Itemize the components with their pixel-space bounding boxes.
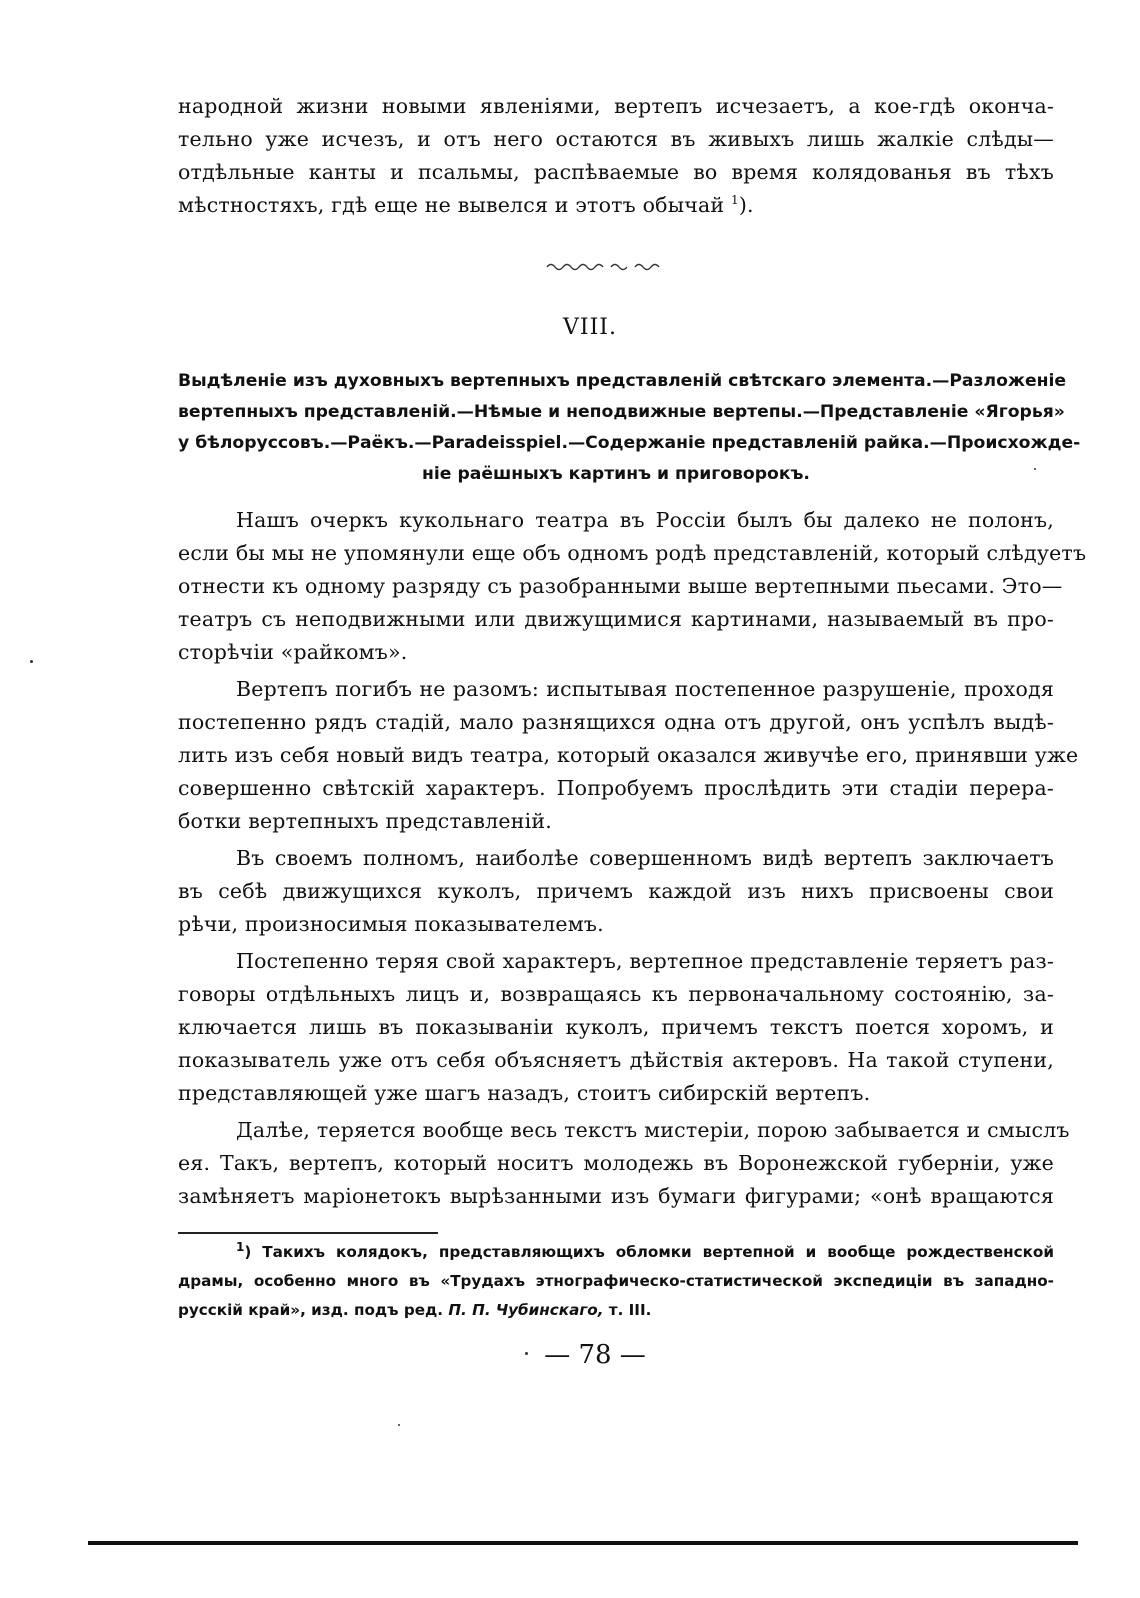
- footnote-text: т. III.: [603, 1301, 652, 1319]
- intro-line: народной жизни новыми явленіями, вертепъ исчезаетъ, а кое-гдѣ оконча-: [178, 94, 1054, 118]
- ornament-divider-icon: [545, 258, 675, 272]
- page-bottom-rule: [88, 1541, 1078, 1545]
- scan-speck: [30, 660, 33, 663]
- paragraph: [178, 842, 1054, 941]
- text-line: театръ съ неподвижными или движущимися картинами, называемый въ про-: [178, 607, 1054, 631]
- text-line: замѣняетъ маріонетокъ вырѣзанными изъ бумаги фигурами; «онѣ вращаются: [178, 1184, 1054, 1208]
- body-text: [178, 504, 1087, 1213]
- text-line: показыватель уже отъ себя объясняетъ дѣйствія актеровъ. На такой ступени,: [178, 1048, 1054, 1072]
- intro-line: тельно уже исчезъ, и отъ него остаются въ живыхъ лишь жалкіе слѣды—: [178, 127, 1054, 151]
- paragraph: [178, 945, 1054, 1110]
- text-line: Въ своемъ полномъ, наиболѣе совершенномъ видѣ вертепъ заключаетъ: [236, 846, 1054, 870]
- footnote-text: русскій край», изд. подъ ред.: [178, 1301, 449, 1319]
- footnote-line: [178, 1296, 1054, 1325]
- paragraph: [178, 673, 1079, 838]
- summary-line: Выдѣленіе изъ духовныхъ вертепныхъ представленій свѣтскаго элемента.—Разложеніе: [178, 371, 1067, 391]
- text-line: Вертепъ погибъ не разомъ: испытывая постепенное разрушеніе, проходя: [236, 677, 1054, 701]
- summary-line: у бѣлоруссовъ.—Раёкъ.—Paradeisspiel.—Содержаніе представленій райка.—Происхожде-: [178, 433, 1081, 453]
- footnote-separator: [178, 1232, 438, 1234]
- chapter-number: VIII.: [563, 315, 617, 340]
- intro-line: отдѣльные канты и псальмы, распѣваемые во время колядованья въ тѣхъ: [178, 160, 1054, 184]
- paragraph: [178, 504, 1087, 669]
- footnote-reference: 1: [731, 193, 739, 208]
- scan-speck: [525, 1352, 528, 1355]
- text-line: ботки вертепныхъ представленій.: [178, 809, 552, 833]
- footnote-line: [178, 1238, 1054, 1267]
- text-line: Постепенно теряя свой характеръ, вертепное представленіе теряетъ раз-: [236, 949, 1054, 973]
- footnote-mark: 1: [236, 1239, 245, 1254]
- chapter-summary: [178, 366, 1081, 490]
- intro-last-line: [178, 189, 1054, 222]
- intro-paragraph: [178, 90, 1054, 222]
- paragraph: [178, 1114, 1070, 1213]
- text-line: сторѣчіи «райкомъ».: [178, 640, 408, 664]
- text-line: представляющей уже шагъ назадъ, стоитъ сибирскій вертепъ.: [178, 1081, 871, 1105]
- footnote-line: драмы, особенно много въ «Трудахъ этнографическо-статистической экспедиціи въ западно-: [178, 1272, 1054, 1290]
- text-line: рѣчи, произносимыя показывателемъ.: [178, 912, 604, 936]
- text-line: Нашъ очеркъ кукольнаго театра въ Россіи былъ бы далеко не полонъ,: [236, 508, 1054, 532]
- text-line: говоры отдѣльныхъ лицъ и, возвращаясь къ первоначальному состоянію, за-: [178, 982, 1054, 1006]
- text-line: совершенно свѣтскій характеръ. Попробуемъ прослѣдить эти стадіи перера-: [178, 776, 1054, 800]
- footnote-text: ) Такихъ колядокъ, представляющихъ обломки вертепной и вообще рождественской: [244, 1243, 1054, 1261]
- page-number: — 78 —: [544, 1340, 646, 1370]
- text-line: если бы мы не упомянули еще объ одномъ родѣ представленій, который слѣдуетъ: [178, 541, 1087, 565]
- scan-speck: [398, 1424, 400, 1426]
- intro-line: мѣстностяхъ, гдѣ еще не вывелся и этотъ обычай: [178, 193, 725, 217]
- text-line: постепенно рядъ стадій, мало разнящихся одна отъ другой, онъ успѣлъ выдѣ-: [178, 710, 1054, 734]
- intro-line-end: ).: [738, 193, 754, 217]
- summary-line: ніе раёшныхъ картинъ и приговорокъ.: [422, 464, 810, 484]
- text-line: отнести къ одному разряду съ разобранными выше вертепными пьесами. Это—: [178, 574, 1063, 598]
- text-line: ключается лишь въ показываніи куколъ, причемъ текстъ поется хоромъ, и: [178, 1015, 1054, 1039]
- summary-line: вертепныхъ представленій.—Нѣмые и неподвижные вертепы.—Представленіе «Ягорья»: [178, 402, 1065, 422]
- footnote: [178, 1238, 1054, 1325]
- scan-speck: [1034, 468, 1036, 470]
- text-line: лить изъ себя новый видъ театра, который оказался живучѣе его, принявши уже: [178, 743, 1079, 767]
- text-line: въ себѣ движущихся куколъ, причемъ каждой изъ нихъ присвоены свои: [178, 879, 1054, 903]
- footnote-editor: П. П. Чубинскаго,: [448, 1301, 604, 1319]
- text-line: Далѣе, теряется вообще весь текстъ мистеріи, порою забывается и смыслъ: [236, 1118, 1070, 1142]
- text-line: ея. Такъ, вертепъ, который носитъ молодежь въ Воронежской губерніи, уже: [178, 1151, 1054, 1175]
